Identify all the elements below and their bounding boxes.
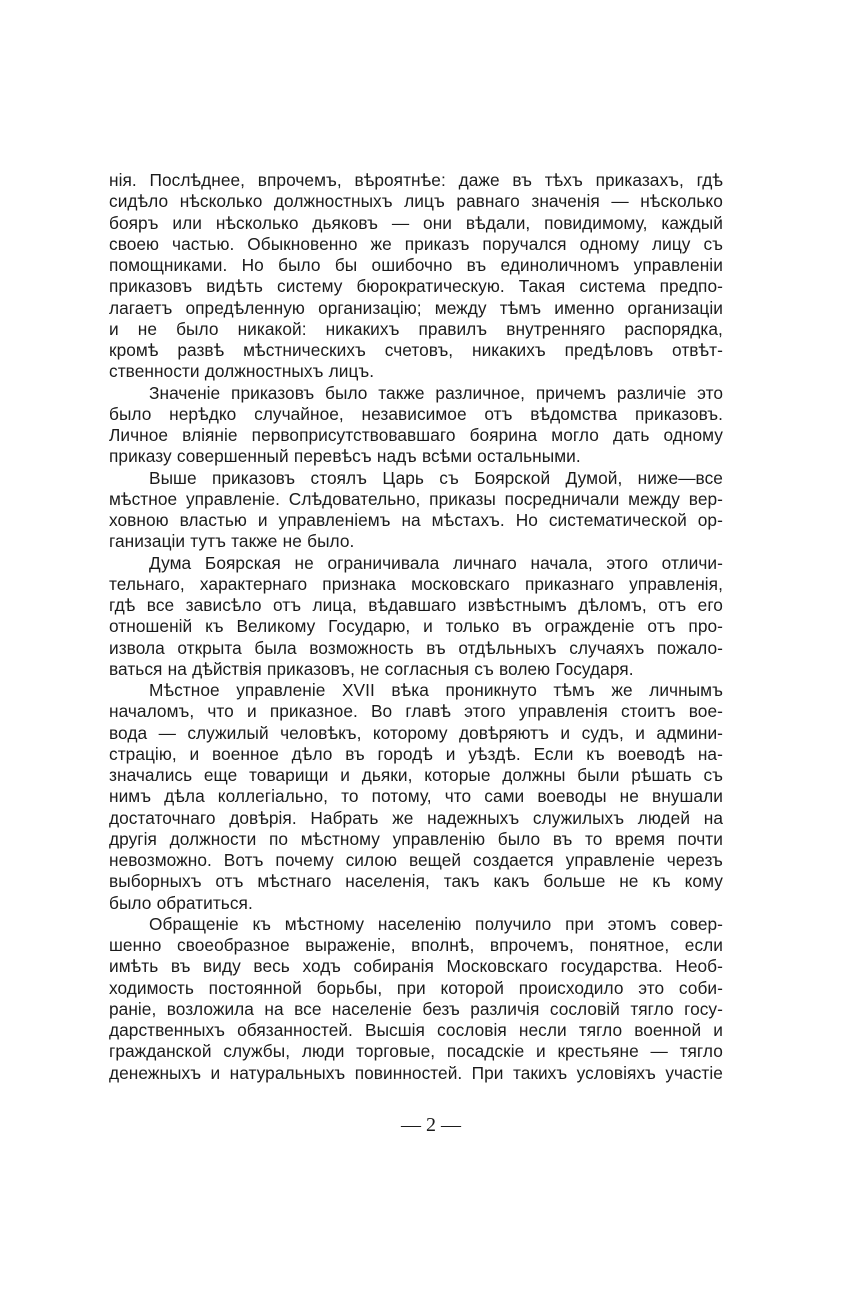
text-line: мѣстное управленіе. Слѣдовательно, приказы посредничали между вер- xyxy=(109,488,723,509)
text-line: началомъ, что и приказное. Во главѣ этого управленія стоитъ вое- xyxy=(109,701,723,722)
text-line: шенно своеобразное выраженіе, вполнѣ, впрочемъ, понятное, если xyxy=(109,935,723,955)
text-line: значались еще товарищи и дьяки, которые должны были рѣшать съ xyxy=(109,765,723,785)
text-line: приказу совершенный перевѣсъ надъ всѣми остальными. xyxy=(109,446,581,467)
paragraph xyxy=(109,170,723,383)
text-line: ственности должностныхъ лицъ. xyxy=(109,361,375,382)
text-line: кромѣ развѣ мѣстническихъ счетовъ, никакихъ предѣловъ отвѣт- xyxy=(109,340,723,360)
text-line: достаточнаго довѣрія. Набрать же надежныхъ служилыхъ людей на xyxy=(109,807,723,828)
text-line: тельнаго, характернаго признака московскаго приказнаго управленія, xyxy=(109,573,723,594)
text-line: гдѣ все зависѣло отъ лица, вѣдавшаго извѣстнымъ дѣломъ, отъ его xyxy=(109,595,723,615)
text-line: нія. Послѣднее, впрочемъ, вѣроятнѣе: даже въ тѣхъ приказахъ, гдѣ xyxy=(109,170,723,190)
text-line: страцію, и военное дѣло въ городѣ и уѣздѣ. Если къ воеводѣ на- xyxy=(109,743,723,764)
text-line: гражданской службы, люди торговые, посадскіе и крестьяне — тягло xyxy=(109,1041,723,1062)
text-line: помощниками. Но было бы ошибочно въ единоличномъ управленіи xyxy=(109,255,723,275)
paragraph xyxy=(109,383,723,468)
text-line: ганизаціи тутъ также не было. xyxy=(109,531,355,552)
text-line: ходимость постоянной борьбы, при которой происходило это соби- xyxy=(109,977,723,998)
text-line: Мѣстное управленіе XVII вѣка проникнуто тѣмъ же личнымъ xyxy=(149,680,723,700)
text-line: невозможно. Вотъ почему силою вещей создается управленіе черезъ xyxy=(109,850,723,870)
text-line: было обратиться. xyxy=(109,892,253,913)
text-line: отношеній къ Великому Государю, и только въ огражденіе отъ про- xyxy=(109,616,723,637)
text-line: было нерѣдко случайное, независимое отъ вѣдомства приказовъ. xyxy=(109,403,723,424)
text-line: выборныхъ отъ мѣстнаго населенія, такъ какъ больше не къ кому xyxy=(109,871,723,892)
text-line: Выше приказовъ стоялъ Царь съ Боярской Думой, ниже—все xyxy=(149,467,723,488)
text-line: раніе, возложила на все населеніе безъ различія сословій тягло госу- xyxy=(109,998,723,1019)
text-line: и не было никакой: никакихъ правилъ внутренняго распорядка, xyxy=(109,318,723,339)
text-line: ховною властью и управленіемъ на мѣстахъ. Но систематической ор- xyxy=(109,510,723,530)
text-line: сидѣло нѣсколько должностныхъ лицъ равнаго значенія — нѣсколько xyxy=(109,191,723,212)
text-line: другія должности по мѣстному управленію было въ то время почти xyxy=(109,828,723,849)
text-line: ваться на дѣйствія приказовъ, не согласныя съ волею Государя. xyxy=(109,658,634,679)
text-line: имѣть въ виду весь ходъ собиранія Московскаго государства. Необ- xyxy=(109,956,723,977)
paragraph xyxy=(109,468,723,553)
paragraph xyxy=(109,680,723,914)
paragraph xyxy=(109,553,723,681)
text-line: дарственныхъ обязанностей. Высшія сословія несли тягло военной и xyxy=(109,1020,723,1040)
text-line: вода — служилый человѣкъ, которому довѣряютъ и судъ, и админи- xyxy=(109,722,723,743)
text-line: Личное вліяніе первоприсутствовавшаго боярина могло дать одному xyxy=(109,425,723,445)
text-line: бояръ или нѣсколько дьяковъ — они вѣдали, повидимому, каждый xyxy=(109,212,723,233)
text-line: денежныхъ и натуральныхъ повинностей. При такихъ условіяхъ участіе xyxy=(109,1062,723,1083)
text-line: лагаетъ опредѣленную организацію; между тѣмъ именно организаціи xyxy=(109,297,723,318)
paragraph xyxy=(109,914,723,1084)
text-line: Значеніе приказовъ было также различное, причемъ различіе это xyxy=(149,382,723,403)
text-line: Дума Боярская не ограничивала личнаго начала, этого отличи- xyxy=(149,552,723,573)
text-line: Обращеніе къ мѣстному населенію получило при этомъ совер- xyxy=(149,913,723,934)
page-number: — 2 — xyxy=(401,1114,461,1136)
text-line: приказовъ видѣть систему бюрократическую. Такая система предпо- xyxy=(109,276,723,297)
text-line: своею частью. Обыкновенно же приказъ поручался одному лицу съ xyxy=(109,233,723,254)
text-line: нимъ дѣла коллегіально, то потому, что сами воеводы не внушали xyxy=(109,786,723,807)
text-line: извола открыта была возможность въ отдѣльныхъ случаяхъ пожало- xyxy=(109,637,723,658)
body-text xyxy=(109,170,723,1084)
